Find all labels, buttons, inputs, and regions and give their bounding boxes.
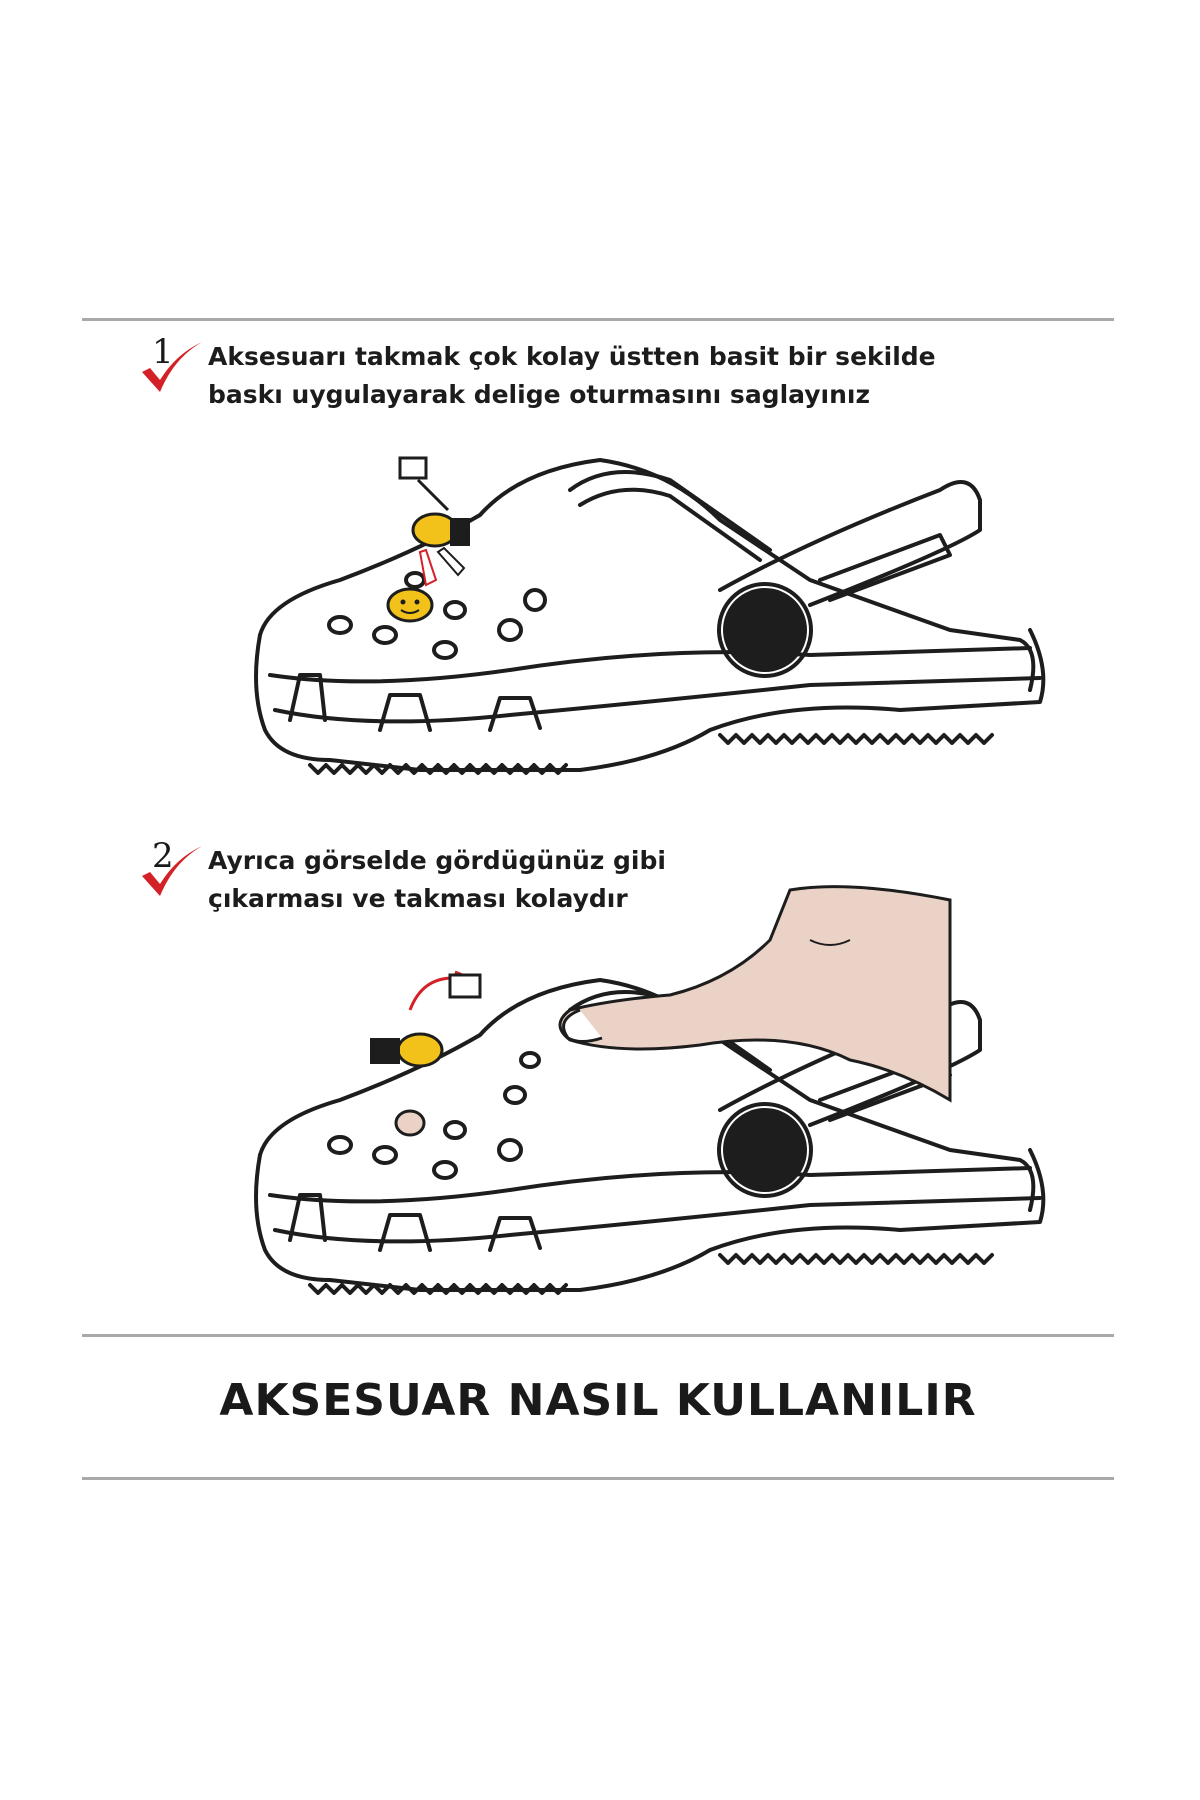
step-2-line-1: Ayrıca görselde gördügünüz gibi [208, 846, 666, 875]
clog-shoe-illustration-2 [250, 880, 1050, 1320]
clog-shoe-illustration-1 [250, 430, 1050, 800]
page-title: AKSESUAR NASIL KULLANILIR [219, 1375, 977, 1426]
step-1-line-1: Aksesuarı takmak çok kolay üstten basit bir sekilde [208, 342, 936, 371]
step-1-line-2: baskı uygulayarak delige oturmasını saglayınız [208, 380, 871, 409]
step-2-line-2: çıkarması ve takması kolaydır [208, 884, 628, 913]
charm-icon [388, 589, 432, 621]
step-1-number: 1 [152, 332, 174, 372]
middle-divider [82, 1334, 1114, 1337]
top-divider [82, 318, 1114, 321]
bottom-divider [82, 1477, 1114, 1480]
checkmark-icon [140, 842, 204, 902]
step-2-number: 2 [152, 836, 174, 876]
step-1-text [208, 338, 936, 414]
checkmark-icon [140, 338, 204, 398]
